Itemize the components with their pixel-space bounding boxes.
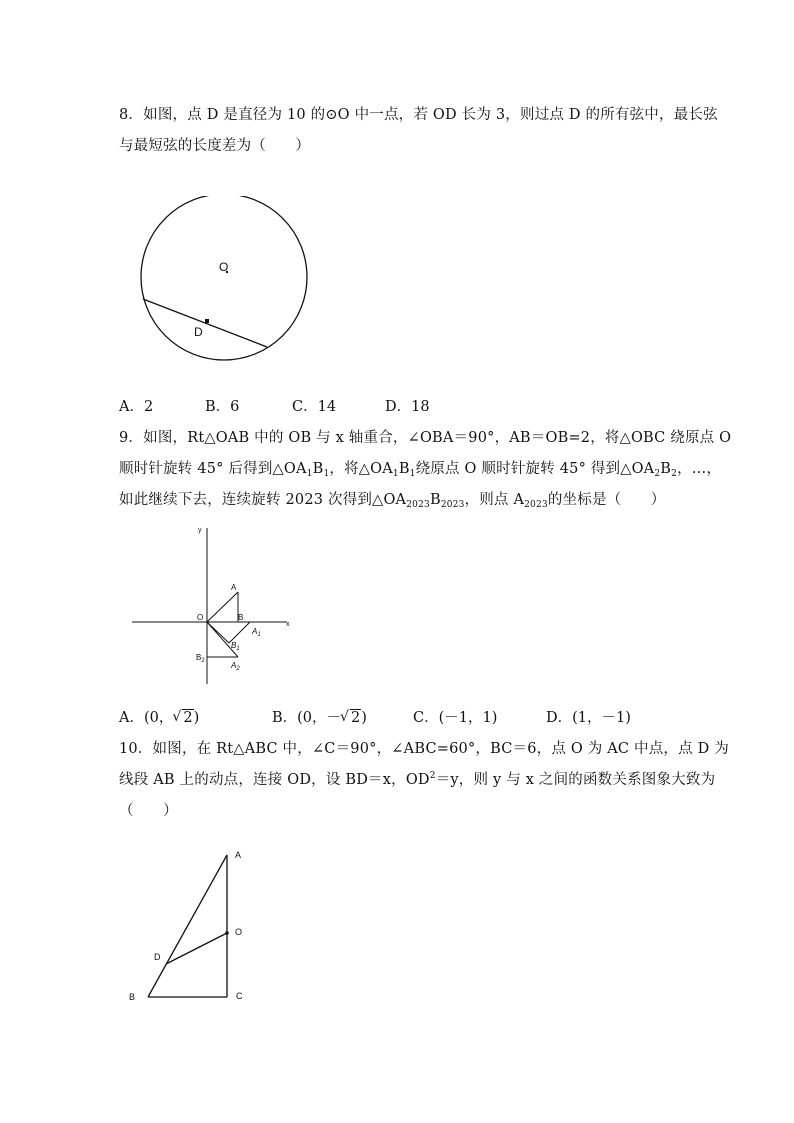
q8-option-c: C．14	[292, 399, 337, 415]
point-o	[225, 931, 229, 935]
q9-rotation-figure	[130, 522, 300, 687]
segment-a1b1	[229, 622, 250, 643]
q8-circle-figure	[130, 196, 320, 366]
label-a: A	[235, 850, 242, 860]
label-a: A	[231, 583, 237, 592]
q9-option-d: D．(1，－1)	[546, 710, 631, 726]
q9-line-1: 9．如图，Rt△OAB 中的 OB 与 x 轴重合，∠OBA＝90°，AB＝OB=2，将△OBC 绕原点 O	[119, 430, 732, 446]
q10-line-1: 10．如图，在 Rt△ABC 中，∠C＝90°，∠ABC=60°，BC＝6，点 O 为 AC 中点，点 D 为	[119, 741, 729, 757]
segment-oa2	[207, 622, 238, 657]
label-d: D	[154, 952, 161, 962]
label-b: B	[238, 613, 244, 622]
q8-line-1: 8．如图，点 D 是直径为 10 的⊙O 中一点，若 OD 长为 3，则过点 D 的所有弦中，最长弦	[119, 107, 718, 123]
circle-o	[141, 196, 307, 360]
q8-option-d: D．18	[385, 399, 430, 415]
label-y: y	[198, 527, 202, 534]
label-b1: $B_1$	[231, 641, 240, 652]
q9-line-2: 顺时针旋转 45° 后得到$\triangle OA_1B_1$，将$\triangle OA_1B_1$绕原点 O 顺时针旋转 45° 得到$\triangle OA_2B_2$，…，	[119, 461, 722, 479]
label-b2: $B_2$	[196, 653, 205, 664]
label-c: C	[236, 991, 243, 1001]
q8-option-a: A．2	[119, 399, 154, 415]
point-d	[205, 319, 209, 323]
label-o: O	[197, 613, 204, 622]
label-d: D	[194, 325, 203, 339]
segment-ab	[148, 855, 227, 997]
q10-line-2: 线段 AB 上的动点，连接 OD，设 BD＝x，$OD^2=y$，则 y 与 x 之间的函数关系图象大致为	[119, 771, 716, 788]
label-o: O	[235, 927, 243, 937]
q8-line-2: 与最短弦的长度差为（ ）	[119, 138, 311, 154]
q10-line-3: （ ）	[119, 803, 178, 819]
label-x: x	[286, 621, 290, 628]
q9-line-3: 如此继续下去，连续旋转 2023 次得到$\triangle OA_{2023}B_{2023}$，则点 $A_{2023}$的坐标是（ ）	[119, 492, 666, 510]
segment-oa	[207, 592, 238, 622]
q10-triangle-figure	[120, 840, 260, 1010]
label-a2: $A_2$	[231, 661, 240, 672]
label-o: O	[219, 260, 229, 274]
label-a1: $A_1$	[252, 627, 261, 638]
q8-option-b: B．6	[205, 399, 240, 415]
q9-option-b: B．(0，－√ 2)	[272, 706, 367, 727]
q9-option-c: C．(－1，1)	[413, 710, 498, 726]
q9-option-a: A．(0，√ 2)	[119, 706, 199, 727]
label-b: B	[129, 992, 136, 1002]
